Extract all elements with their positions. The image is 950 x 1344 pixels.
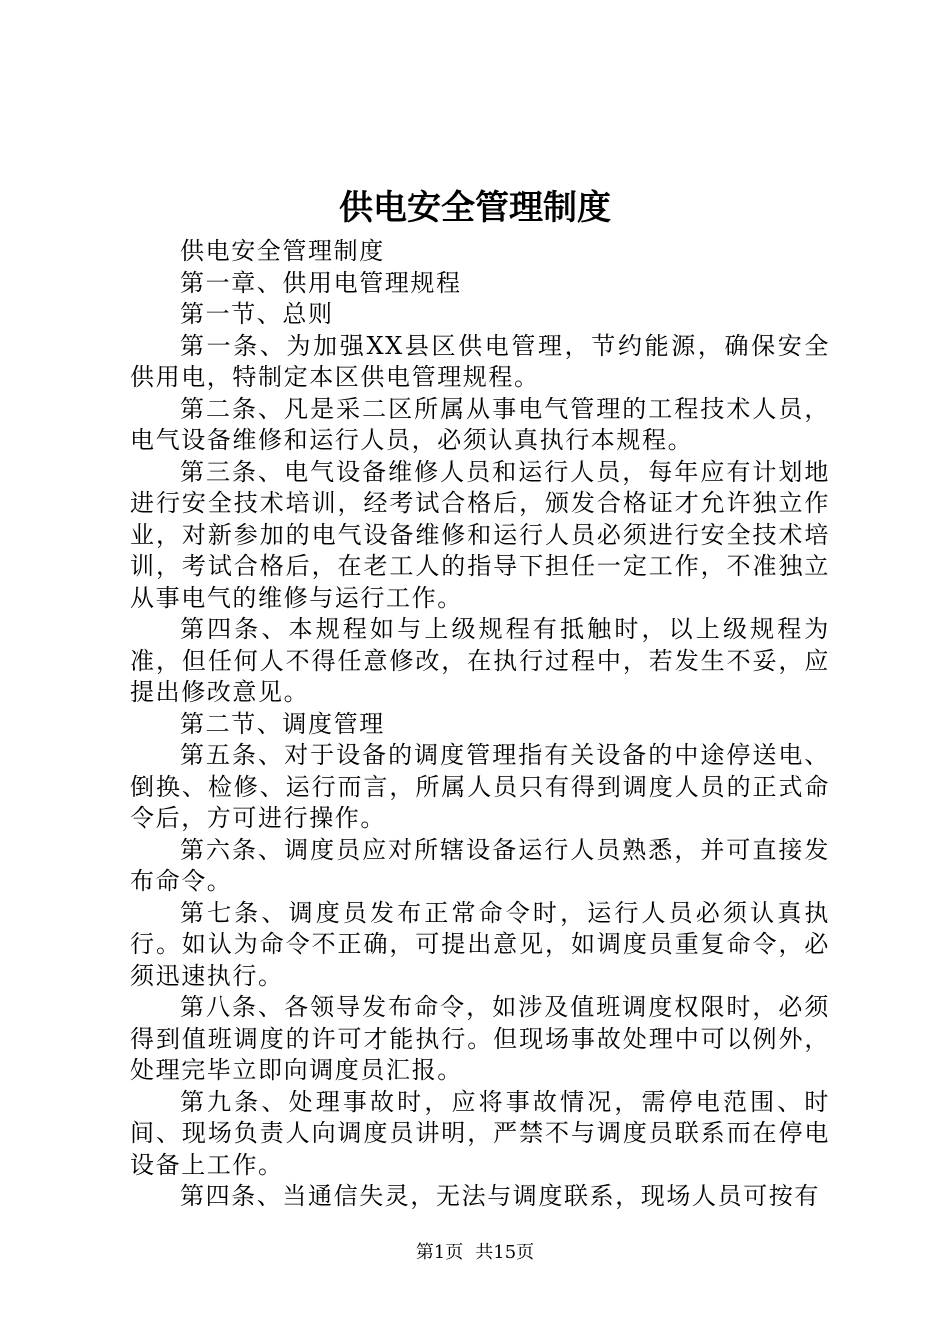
article-paragraph: 第五条、对于设备的调度管理指有关设备的中途停送电、倒换、检修、运行而言，所属人员只有得到调度人员的正式命令后，方可进行操作。 bbox=[130, 741, 830, 832]
article-paragraph: 第七条、调度员发布正常命令时，运行人员必须认真执行。如认为命令不正确，可提出意见，如调度员重复命令，必须迅速执行。 bbox=[130, 898, 830, 990]
document-title: 供电安全管理制度 bbox=[339, 188, 611, 228]
section-heading: 第一节、总则 bbox=[180, 300, 334, 328]
article-paragraph: 第四条、当通信失灵，无法与调度联系，现场人员可按有 bbox=[180, 1182, 820, 1210]
chapter-heading: 第一章、供用电管理规程 bbox=[180, 268, 462, 297]
article-paragraph: 第六条、调度员应对所辖设备运行人员熟悉，并可直接发布命令。 bbox=[130, 835, 830, 895]
article-paragraph: 第九条、处理事故时，应将事故情况，需停电范围、时间、现场负责人向调度员讲明，严禁不与调度员联系而在停电设备上工作。 bbox=[130, 1087, 830, 1179]
article-paragraph: 第四条、本规程如与上级规程有抵触时，以上级规程为准，但任何人不得任意修改，在执行过程中，若发生不妥，应提出修改意见。 bbox=[130, 615, 830, 706]
article-paragraph: 第一条、为加强XX县区供电管理，节约能源，确保安全供用电，特制定本区供电管理规程。 bbox=[130, 331, 830, 391]
article-paragraph: 第二条、凡是采二区所属从事电气管理的工程技术人员，电气设备维修和运行人员，必须认真执行本规程。 bbox=[130, 394, 830, 454]
paragraph-doc-name: 供电安全管理制度 bbox=[180, 237, 385, 265]
section-heading: 第二节、调度管理 bbox=[180, 709, 385, 738]
page-number: 第1页 bbox=[415, 1242, 464, 1263]
page-total: 共15页 bbox=[475, 1242, 535, 1263]
document-body bbox=[130, 236, 830, 1213]
article-paragraph: 第三条、电气设备维修人员和运行人员，每年应有计划地进行安全技术培训，经考试合格后，颁发合格证才允许独立作业，对新参加的电气设备维修和运行人员必须进行安全技术培训，考试合格后，在老工人的指导下担任一定工作，不准独立从事电气的维修与运行工作。 bbox=[130, 457, 830, 612]
page-footer bbox=[0, 1241, 950, 1265]
article-paragraph: 第八条、各领导发布命令，如涉及值班调度权限时，必须得到值班调度的许可才能执行。但现场事故处理中可以例外，处理完毕立即向调度员汇报。 bbox=[130, 993, 830, 1084]
